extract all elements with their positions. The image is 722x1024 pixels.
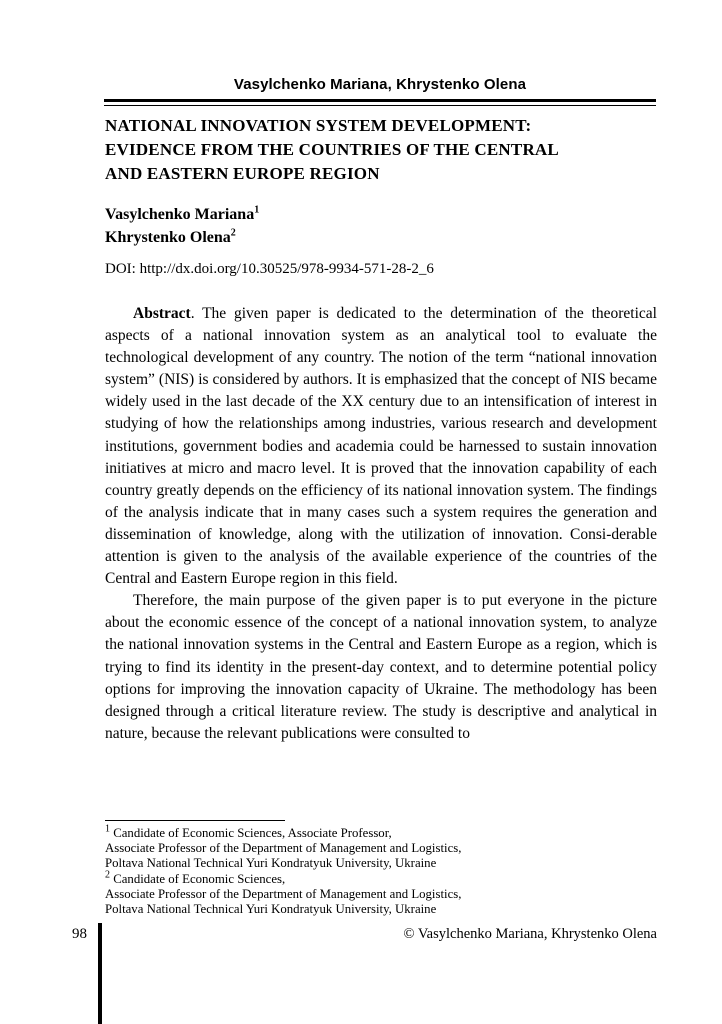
article-title bbox=[105, 114, 665, 186]
author-name: Khrystenko Olena bbox=[105, 229, 231, 246]
article-title-line-1: NATIONAL INNOVATION SYSTEM DEVELOPMENT: bbox=[105, 116, 532, 135]
page-number: 98 bbox=[72, 926, 87, 942]
author-footnote-marker: 1 bbox=[254, 204, 260, 216]
author-footnote-marker: 2 bbox=[230, 227, 236, 239]
footnote-separator bbox=[105, 820, 285, 821]
running-head: Vasylchenko Mariana, Khrystenko Olena bbox=[233, 76, 527, 93]
footnote-line: Associate Professor of the Department of Management and Logistics, bbox=[105, 841, 462, 856]
header-rule-thick bbox=[104, 99, 656, 102]
footnote-line: Poltava National Technical Yuri Kondratyuk University, Ukraine bbox=[105, 856, 437, 871]
article-title-line-3: AND EASTERN EUROPE REGION bbox=[105, 164, 380, 183]
author-line bbox=[105, 203, 259, 226]
footnote-marker: 1 bbox=[105, 823, 110, 835]
doi-line: DOI: http://dx.doi.org/10.30525/978-9934-571-28-2_6 bbox=[105, 261, 434, 277]
article-body bbox=[105, 303, 657, 745]
footnote-line bbox=[105, 869, 657, 887]
article-title-line-2: EVIDENCE FROM THE COUNTRIES OF THE CENTRAL bbox=[105, 140, 559, 159]
footnote-line bbox=[105, 823, 657, 841]
abstract-label: Abstract bbox=[133, 305, 191, 322]
footnote-line: Poltava National Technical Yuri Kondratyuk University, Ukraine bbox=[105, 902, 437, 917]
header-rule-thin bbox=[104, 105, 656, 106]
body-paragraph: Therefore, the main purpose of the given paper is to put everyone in the picture about the economic essence of the concept of a national innovation system, to analyze the national innovation systems in the Central and Eastern Europe as a region, which is trying to find its identity in the present-day context, and to determine potential policy options for improving the innovation capacity of Ukraine. The methodology has been designed through a critical literature review. The study is descriptive and analytical in nature, because the relevant publications were consulted to bbox=[105, 592, 657, 742]
author-name: Vasylchenko Mariana bbox=[105, 206, 255, 223]
footnote-text: Candidate of Economic Sciences, bbox=[110, 871, 286, 886]
footnote-line: Associate Professor of the Department of Management and Logistics, bbox=[105, 886, 462, 901]
author-line bbox=[105, 226, 259, 249]
footnote-item bbox=[105, 823, 657, 872]
footnote-text: Candidate of Economic Sciences, Associate Professor, bbox=[110, 826, 392, 840]
footer-divider bbox=[98, 923, 102, 1024]
abstract-text: . The given paper is dedicated to the determination of the theoretical aspects of a national innovation system as an analytical tool to evaluate the technological development of any country. The notion of the term “national innovation system” (NIS) is considered by authors. It is emphasized that the concept of NIS became widely used in the last decade of the XX century due to an intensification of interest in studying of how the relationships among industries, various research and development institutions, government bodies and academia could be harnessed to sustain innovation initiatives at micro and macro level. It is proved that the innovation capability of each country greatly depends on the efficiency of its national innovation system. The findings of the analysis indicate that in many cases such a system requires the generation and dissemination of knowledge, along with the utilization of innovation. Consi-derable attention is given to the analysis of the available experience of the countries of the Central and Eastern Europe region in this field. bbox=[105, 305, 657, 588]
footnote-item bbox=[105, 869, 657, 918]
author-block bbox=[105, 203, 259, 249]
abstract-paragraph bbox=[105, 303, 657, 590]
footnotes bbox=[105, 823, 657, 917]
copyright-notice: © Vasylchenko Mariana, Khrystenko Olena bbox=[403, 926, 657, 942]
footnote-marker: 2 bbox=[105, 869, 110, 881]
